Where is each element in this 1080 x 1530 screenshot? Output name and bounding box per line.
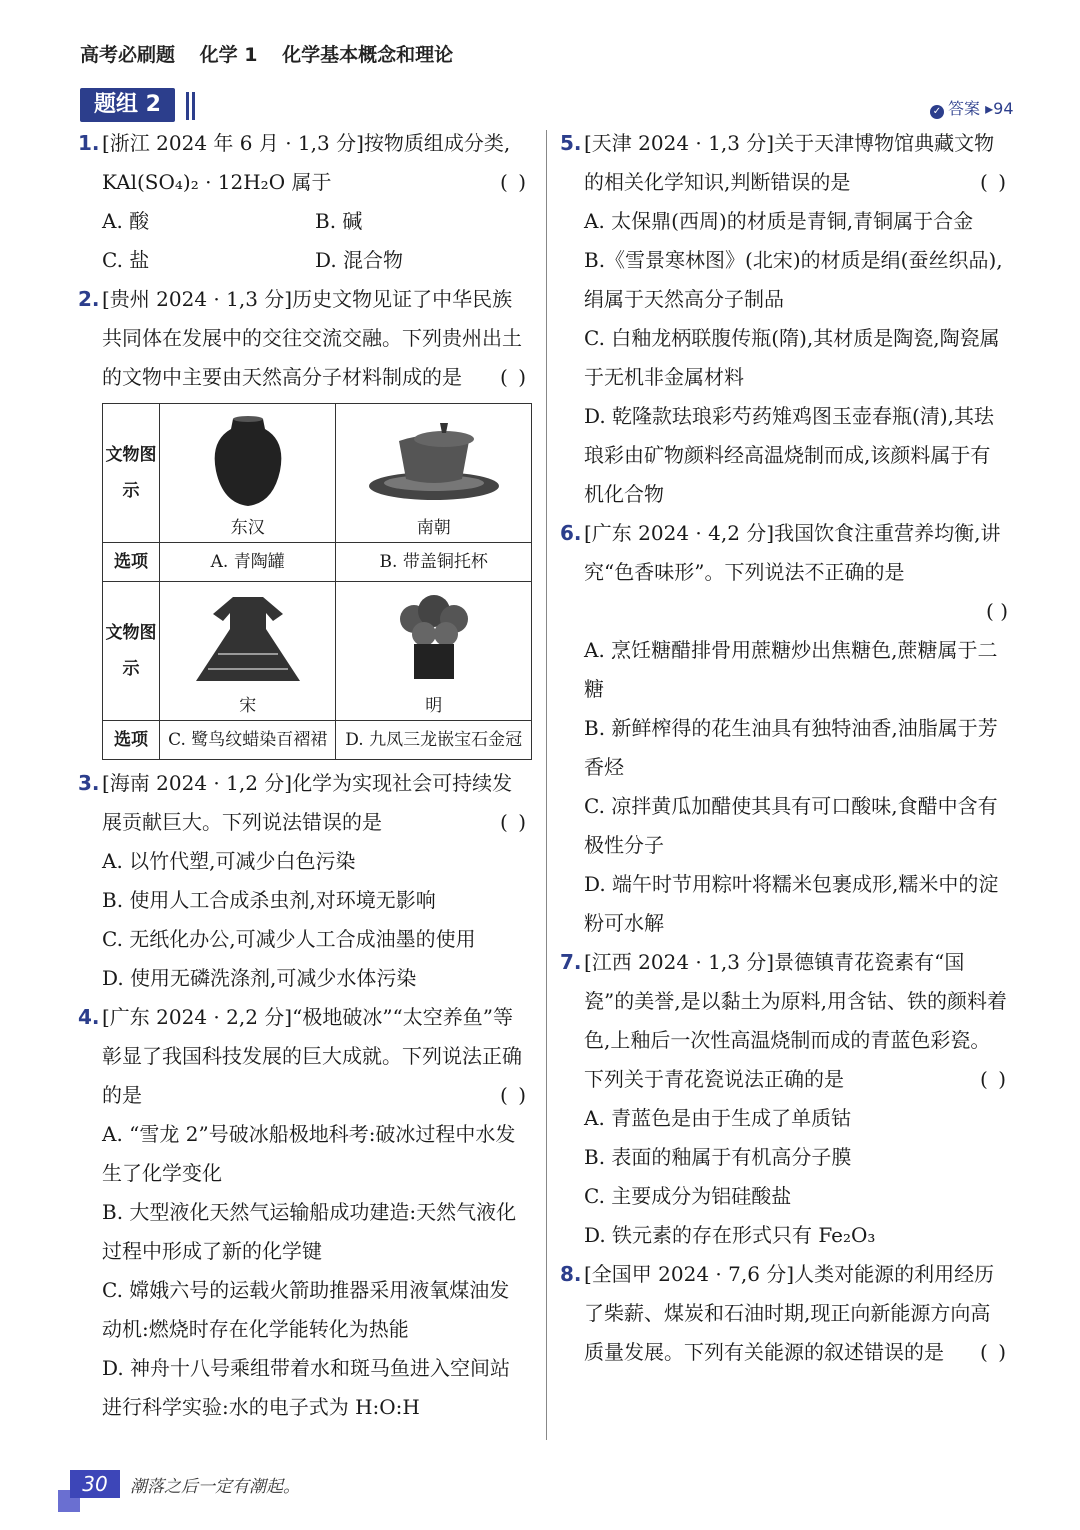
question-stem: [广东 2024 · 2,2 分]“极地破冰”“太空养鱼”等彰显了我国科技发展的巨大成就。下列说法正确的是 — [102, 1005, 522, 1107]
pleated-skirt-image — [188, 589, 308, 689]
check-icon: ✓ — [930, 105, 944, 119]
relic-cell-c — [160, 582, 336, 721]
question-1 — [78, 124, 528, 280]
left-column — [78, 124, 528, 1427]
option-b: B. 带盖铜托杯 — [336, 543, 532, 582]
question-number: 8. — [560, 1262, 582, 1286]
option-c: C. 鹭鸟纹蜡染百褶裙 — [160, 721, 336, 760]
era-label: 南朝 — [416, 518, 451, 538]
question-6 — [560, 514, 1008, 943]
group-bars-decoration — [186, 92, 198, 124]
question-stem: [海南 2024 · 1,2 分]化学为实现社会可持续发展贡献巨大。下列说法错误的是 — [102, 771, 513, 834]
relic-cell-d — [336, 582, 532, 721]
column-divider — [546, 130, 547, 1440]
era-label: 东汉 — [230, 518, 265, 538]
topic: 化学基本概念和理论 — [282, 44, 454, 66]
option-b: B. 使用人工合成杀虫剂,对环境无影响 — [102, 888, 436, 912]
option-b: B.《雪景寒林图》(北宋)的材质是绢(蚕丝织品),绢属于天然高分子制品 — [584, 248, 1003, 311]
option-d: D. 铁元素的存在形式只有 Fe₂O₃ — [584, 1223, 876, 1247]
relic-cell-b — [336, 404, 532, 543]
option-d: D. 乾隆款珐琅彩芍药雉鸡图玉壶春瓶(清),其珐琅彩由矿物颜料经高温烧制而成,该颜料属于有机化合物 — [584, 404, 994, 506]
option-c: C. 盐 — [102, 248, 150, 272]
relics-table — [102, 403, 532, 760]
question-stem: [天津 2024 · 1,3 分]关于天津博物馆典藏文物的相关化学知识,判断错误的是 — [584, 131, 995, 194]
answer-blank: ( ) — [980, 170, 1008, 194]
subject: 化学 1 — [199, 44, 258, 66]
book-title: 高考必刷题 — [80, 44, 176, 66]
option-d: D. 端午时节用粽叶将糯米包裹成形,糯米中的淀粉可水解 — [584, 872, 999, 935]
group-badge: 题组 2 — [80, 88, 175, 122]
question-number: 7. — [560, 950, 582, 974]
bronze-cup-image — [364, 411, 504, 511]
answer-blank: ( ) — [500, 170, 528, 194]
answer-blank: ( ) — [500, 810, 528, 834]
option-a: A. 酸 — [102, 209, 150, 233]
question-number: 3. — [78, 771, 100, 795]
question-7 — [560, 943, 1008, 1255]
footer-motto: 潮落之后一定有潮起。 — [130, 1477, 300, 1497]
option-header: 选项 — [103, 721, 160, 760]
answer-reference[interactable]: ✓ 答案 ▸94 — [930, 96, 1014, 119]
answer-blank: ( ) — [500, 1083, 528, 1107]
option-d: D. 使用无磷洗涤剂,可减少水体污染 — [102, 966, 417, 990]
option-a: A. 烹饪糖醋排骨用蔗糖炒出焦糖色,蔗糖属于二糖 — [584, 638, 998, 701]
option-a: A. 以竹代塑,可减少白色污染 — [102, 849, 356, 873]
question-stem: [广东 2024 · 4,2 分]我国饮食注重营养均衡,讲究“色香味形”。下列说法不正确的是 — [584, 521, 1001, 584]
question-3 — [78, 764, 528, 998]
option-c: C. 主要成分为铝硅酸盐 — [584, 1184, 792, 1208]
question-number: 6. — [560, 521, 582, 545]
question-2 — [78, 280, 528, 397]
pottery-jar-image — [208, 411, 288, 511]
answer-blank: ( ) — [500, 365, 528, 389]
question-8 — [560, 1255, 1008, 1372]
row-header: 文物图示 — [103, 404, 160, 543]
option-a: A. 青蓝色是由于生成了单质钴 — [584, 1106, 852, 1130]
option-b: B. 新鲜榨得的花生油具有独特油香,油脂属于芳香烃 — [584, 716, 998, 779]
question-formula: KAl(SO₄)₂ · 12H₂O 属于 — [102, 170, 332, 194]
question-stem: [江西 2024 · 1,3 分]景德镇青花瓷素有“国瓷”的美誉,是以黏土为原料,用含钴、铁的颜料着色,上釉后一次性高温烧制而成的青蓝色彩瓷。下列关于青花瓷说法正确的是 — [584, 950, 1007, 1091]
page-header — [80, 40, 471, 67]
option-d: D. 混合物 — [315, 248, 404, 272]
relic-cell-a — [160, 404, 336, 543]
question-number: 5. — [560, 131, 582, 155]
era-label: 明 — [425, 696, 443, 716]
question-5 — [560, 124, 1008, 514]
answer-label: 答案 — [948, 99, 981, 118]
question-stem: [全国甲 2024 · 7,6 分]人类对能源的利用经历了柴薪、煤炭和石油时期,现正向新能源方向高质量发展。下列有关能源的叙述错误的是 — [584, 1262, 995, 1364]
question-stem: [贵州 2024 · 1,3 分]历史文物见证了中华民族共同体在发展中的交往交流交融。下列贵州出土的文物中主要由天然高分子材料制成的是 — [102, 287, 522, 389]
option-b: B. 碱 — [315, 209, 363, 233]
option-a: A. 青陶罐 — [160, 543, 336, 582]
answer-blank: ( ) — [980, 1340, 1008, 1364]
option-c: C. 嫦娥六号的运载火箭助推器采用液氧煤油发动机:燃烧时存在化学能转化为热能 — [102, 1278, 510, 1341]
option-c: C. 凉拌黄瓜加醋使其具有可口酸味,食醋中含有极性分子 — [584, 794, 998, 857]
option-d: D. 九凤三龙嵌宝石金冠 — [336, 721, 532, 760]
page-number: 30 — [70, 1470, 120, 1498]
answer-blank: ( ) — [986, 599, 1008, 623]
option-header: 选项 — [103, 543, 160, 582]
option-c: C. 无纸化办公,可减少人工合成油墨的使用 — [102, 927, 476, 951]
era-label: 宋 — [239, 696, 257, 716]
answer-blank: ( ) — [980, 1067, 1008, 1091]
question-stem: [浙江 2024 年 6 月 · 1,3 分]按物质组成分类, — [102, 131, 511, 155]
option-c: C. 白釉龙柄联腹传瓶(隋),其材质是陶瓷,陶瓷属于无机非金属材料 — [584, 326, 1000, 389]
question-number: 4. — [78, 1005, 100, 1029]
row-header: 文物图示 — [103, 582, 160, 721]
question-4 — [78, 998, 528, 1427]
option-b: B. 表面的釉属于有机高分子膜 — [584, 1145, 852, 1169]
question-number: 1. — [78, 131, 100, 155]
answer-page: 94 — [993, 99, 1014, 118]
option-a: A. “雪龙 2”号破冰船极地科考:破冰过程中水发生了化学变化 — [102, 1122, 516, 1185]
question-number: 2. — [78, 287, 100, 311]
right-column — [560, 124, 1008, 1372]
option-d: D. 神舟十八号乘组带着水和斑马鱼进入空间站进行科学实验:水的电子式为 H:O:H — [102, 1356, 511, 1419]
gold-crown-image — [384, 589, 484, 689]
option-b: B. 大型液化天然气运输船成功建造:天然气液化过程中形成了新的化学键 — [102, 1200, 517, 1263]
option-a: A. 太保鼎(西周)的材质是青铜,青铜属于合金 — [584, 209, 974, 233]
